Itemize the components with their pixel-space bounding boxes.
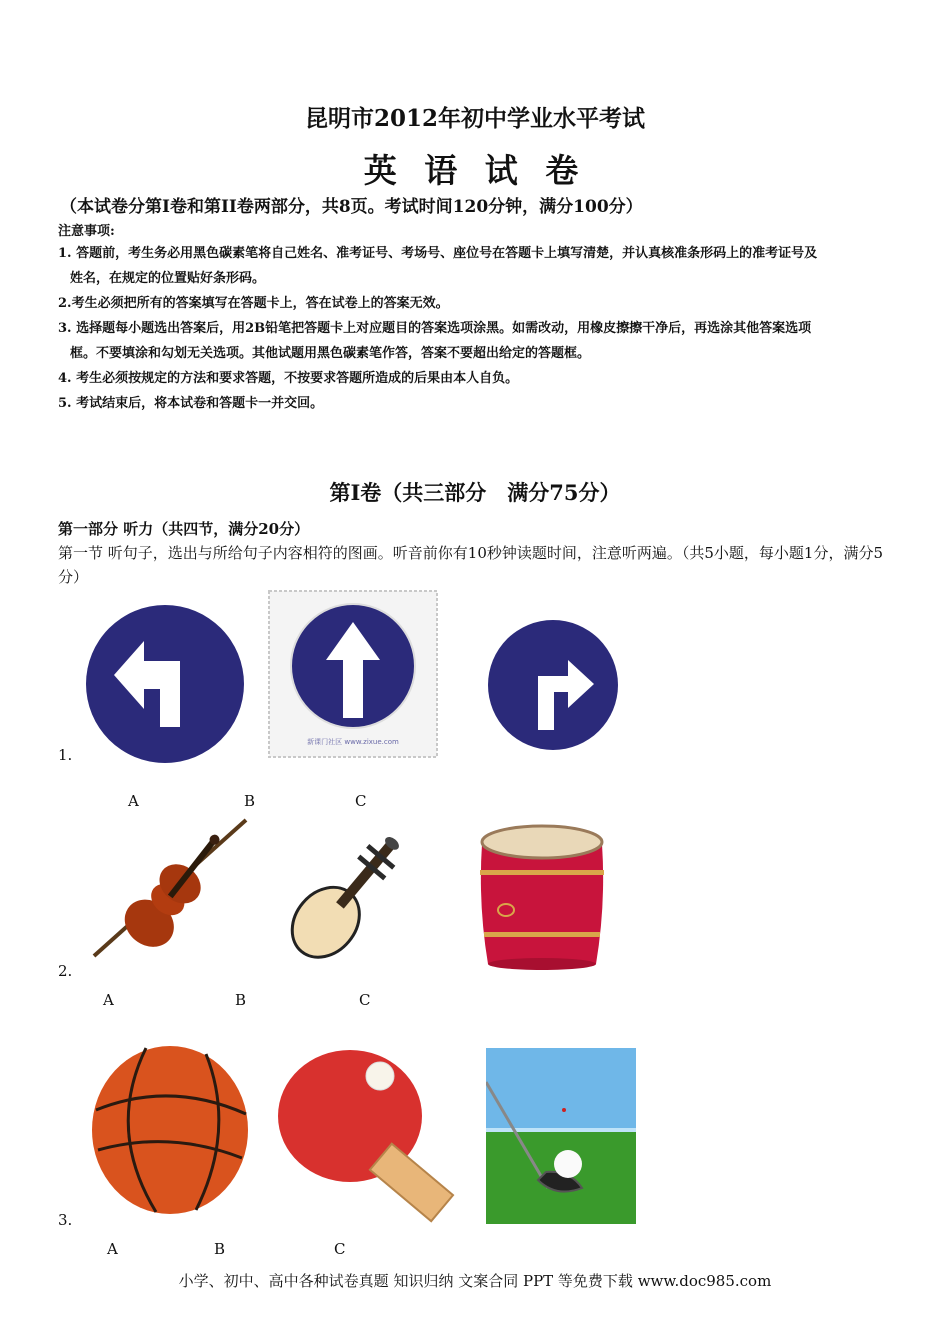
paper-subtitle: 英 语 试 卷 [363,151,587,190]
option-label-a: A [128,792,139,810]
notice-line: 3. 选择题每小题选出答案后，用2B铅笔把答题卡上对应题目的答案选项涂黑。如需改动，用橡皮擦擦干净后，再选涂其他答案选项 [58,321,812,336]
part-title: 第I卷（共三部分 满分75分） [329,480,621,505]
notice-item-1 [58,241,898,291]
option-label-a: A [107,1240,118,1258]
option-c-image-golf [486,1048,636,1224]
notice-line: 1. 答题前，考生务必用黑色碳素笔将自己姓名、准考证号、考场号、座位号在答题卡上填写清楚，并认真核准条形码上的准考证号及 [58,246,818,261]
option-c-image-drum [472,814,612,974]
option-a-image-violin [84,818,254,974]
question-number: 2. [58,962,73,980]
notice-heading: 注意事项: [58,224,115,239]
notice-line-cont: 框。不要填涂和勾划无关选项。其他试题用黑色碳素笔作答，答案不要超出给定的答题框。 [70,346,591,361]
option-label-a: A [103,991,114,1009]
question-number: 1. [58,746,73,764]
notice-item-5 [58,391,898,416]
option-label-b: B [244,792,256,810]
notice-line: 2.考生必须把所有的答案填写在答题卡上，答在试卷上的答案无效。 [58,296,449,311]
option-label-c: C [334,1240,346,1258]
exam-title: 昆明市2012年初中学业水平考试 [304,105,645,132]
option-label-c: C [355,792,367,810]
notice-item-4 [58,366,898,391]
page-footer: 小学、初中、高中各种试卷真题 知识归纳 文案合同 PPT 等免费下载 www.doc985.com [178,1272,772,1290]
section-heading: 第一部分 听力（共四节，满分20分） [58,520,310,538]
option-a-image-turn-left-sign [84,603,246,765]
option-label-b: B [214,1240,226,1258]
notice-line: 5. 考试结束后，将本试卷和答题卡一并交回。 [58,396,324,411]
option-b-image-pipa [272,822,422,972]
option-c-image-turn-right-sign [486,618,620,752]
notice-line-cont: 姓名，在规定的位置贴好条形码。 [70,271,266,286]
option-b-image-ping-pong-paddle [276,1046,460,1226]
question-number: 3. [58,1211,73,1229]
option-label-b: B [235,991,247,1009]
exam-note: （本试卷分第I卷和第II卷两部分，共8页。考试时间120分钟，满分100分） [60,197,643,217]
option-label-c: C [359,991,371,1009]
option-a-image-basketball [86,1040,254,1218]
section-description: 第一节 听句子，选出与所给句子内容相符的图画。听音前你有10秒钟读题时间，注意听两遍。（共5小题，每小题1分，满分5分） [58,544,883,586]
sign-watermark: 新课门社区 www.zixue.com [307,738,399,746]
notice-line: 4. 考生必须按规定的方法和要求答题，不按要求答题所造成的后果由本人自负。 [58,371,519,386]
notice-item-3 [58,316,898,366]
option-b-image-straight-ahead-sign [268,590,438,758]
notice-item-2 [58,291,898,316]
